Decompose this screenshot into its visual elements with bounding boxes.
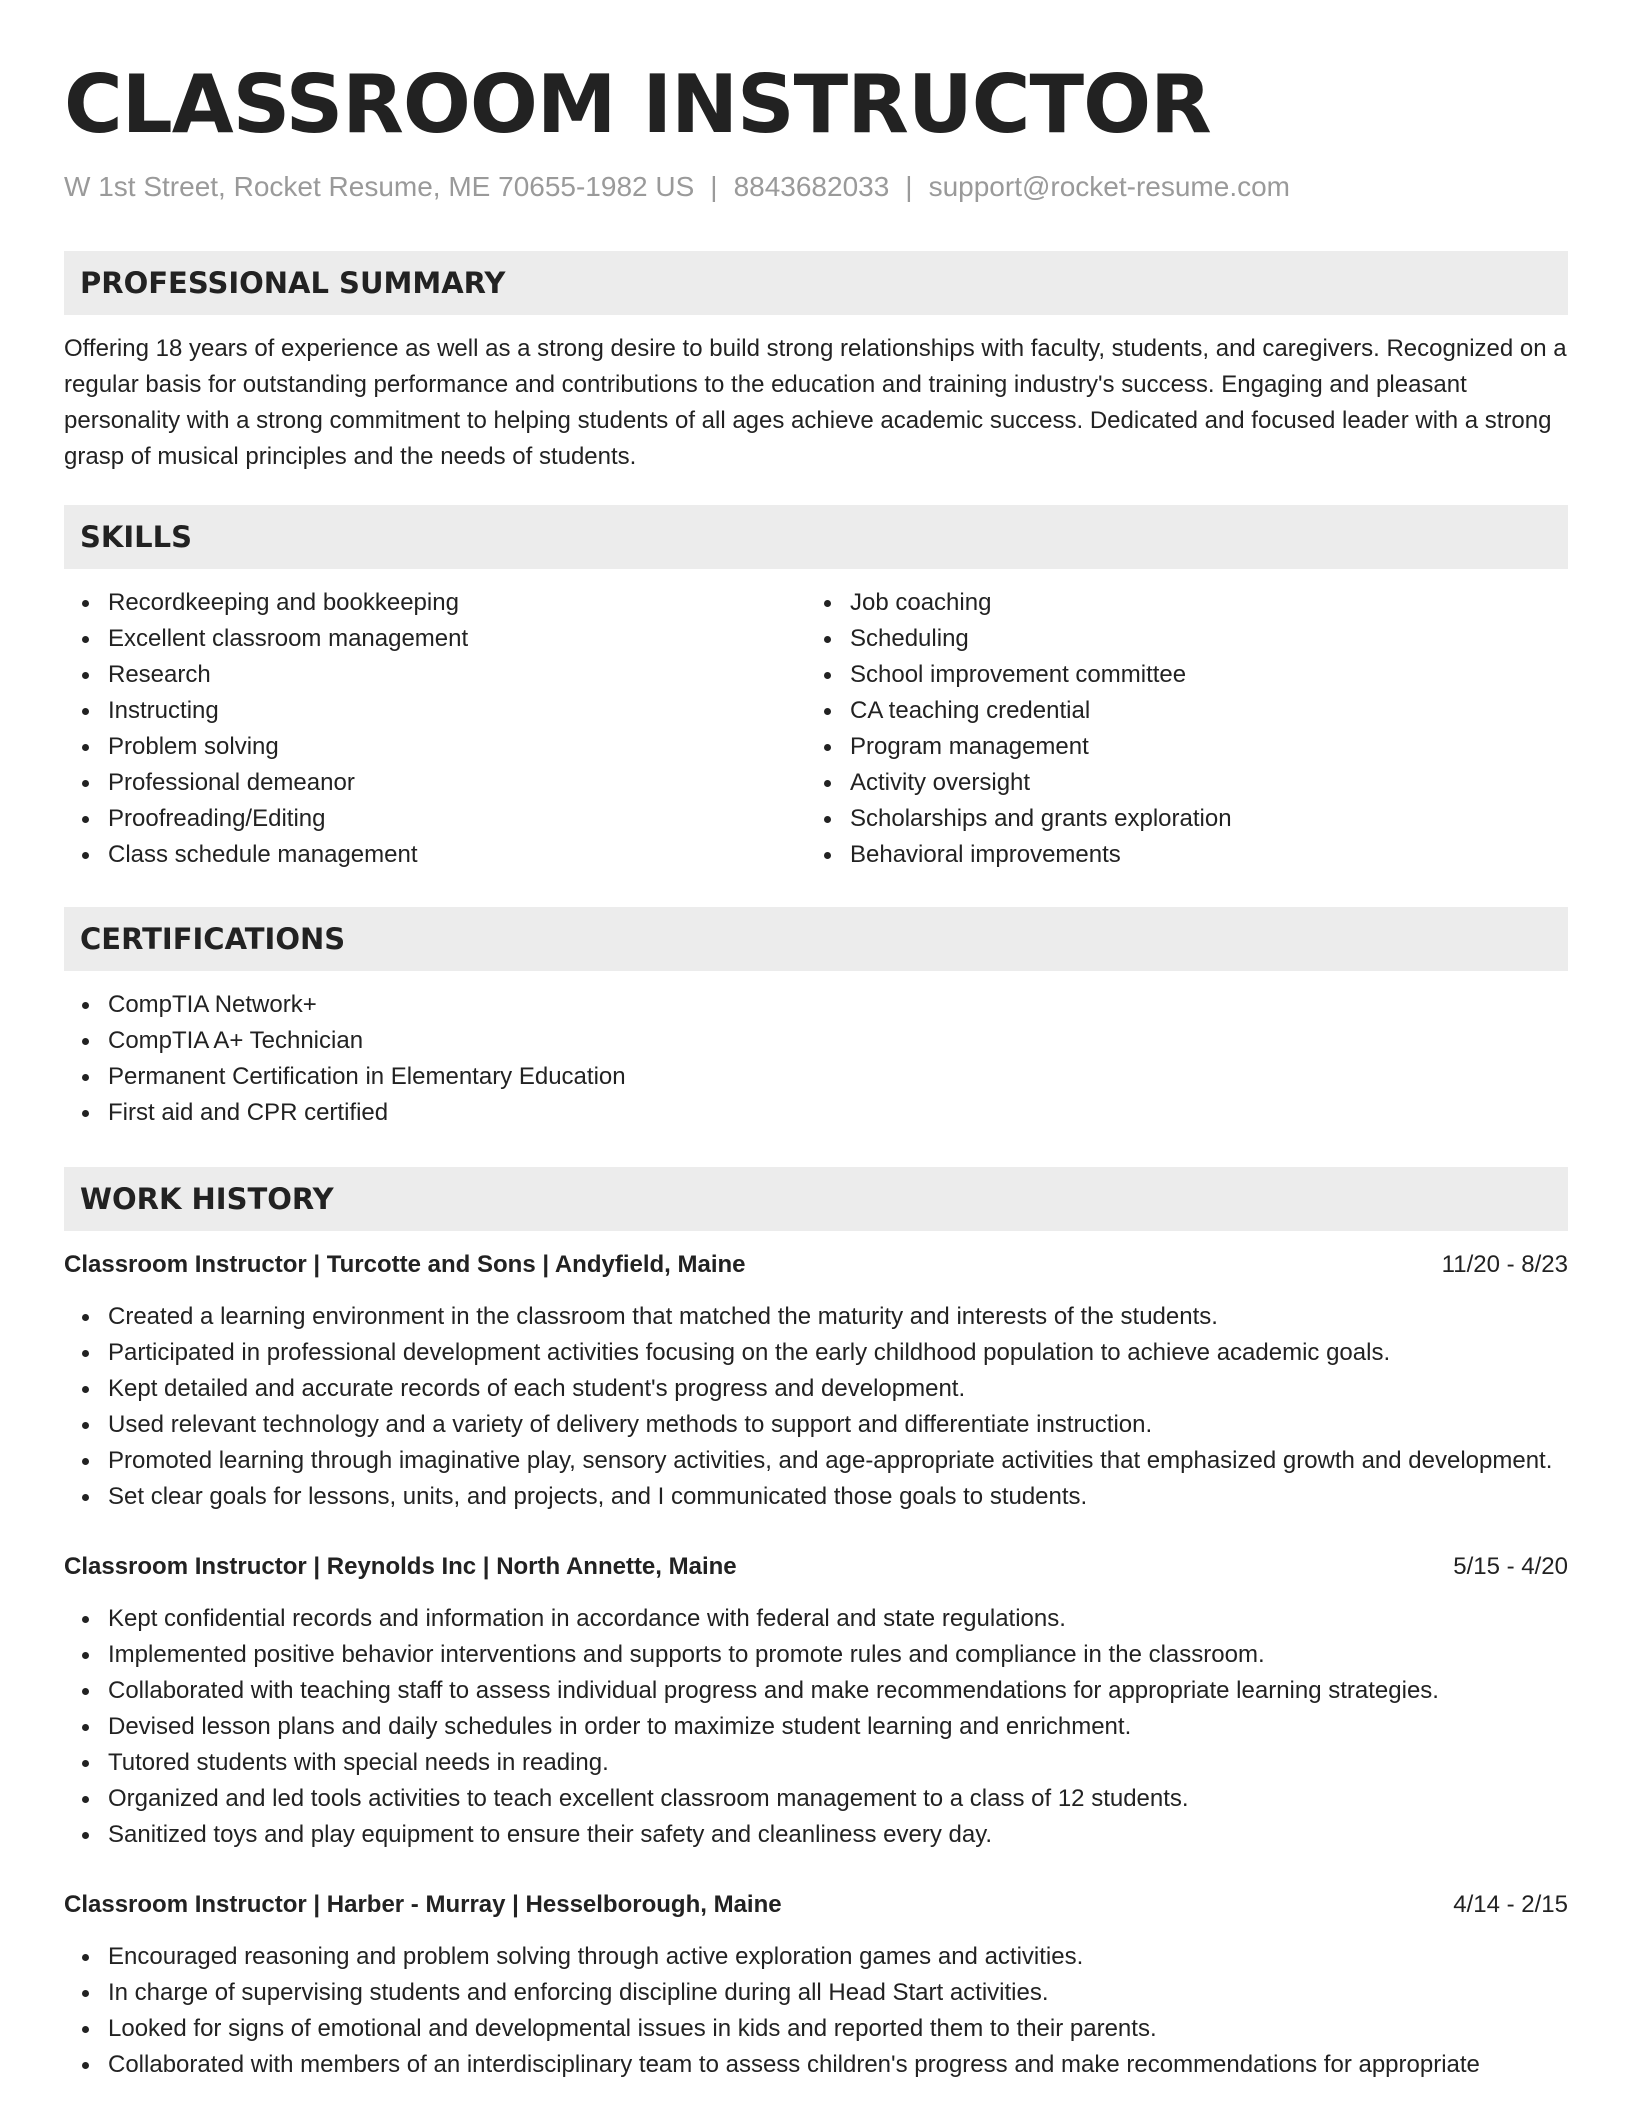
job-bullet: Devised lesson plans and daily schedules in order to maximize student learning and enrichment. bbox=[64, 1709, 1568, 1745]
work-history-section-header: WORK HISTORY bbox=[64, 1167, 1568, 1231]
certification-item: First aid and CPR certified bbox=[64, 1095, 1568, 1131]
job-entry bbox=[64, 1247, 1568, 1515]
job-bullet-list bbox=[64, 1299, 1568, 1515]
summary-text: Offering 18 years of experience as well as a strong desire to build strong relationships with faculty, students, and caregivers. Recognized on a regular basis for outstanding performance and contributions to the education and training industry's success. Engaging and pleasant personality with a strong commitment to helping students of all ages achieve academic success. Dedicated and focused leader with a strong grasp of musical principles and the needs of students. bbox=[64, 335, 1567, 470]
job-bullet: Implemented positive behavior interventions and supports to promote rules and compliance in the classroom. bbox=[64, 1637, 1568, 1673]
contact-phone: 8843682033 bbox=[733, 171, 890, 202]
contact-separator: | bbox=[710, 171, 718, 202]
skill-item: Activity oversight bbox=[806, 765, 1548, 801]
skill-item: Instructing bbox=[64, 693, 806, 729]
skill-item: Scholarships and grants exploration bbox=[806, 801, 1548, 837]
job-bullet: In charge of supervising students and enforcing discipline during all Head Start activities. bbox=[64, 1975, 1568, 2011]
skill-item: Scheduling bbox=[806, 621, 1548, 657]
skill-item: Proofreading/Editing bbox=[64, 801, 806, 837]
skill-item: Professional demeanor bbox=[64, 765, 806, 801]
skill-item: Class schedule management bbox=[64, 837, 806, 873]
certifications-section-header: CERTIFICATIONS bbox=[64, 907, 1568, 971]
skills-section-header: SKILLS bbox=[64, 505, 1568, 569]
skill-item: Research bbox=[64, 657, 806, 693]
job-bullet: Used relevant technology and a variety of delivery methods to support and differentiate instruction. bbox=[64, 1407, 1568, 1443]
certification-item: CompTIA A+ Technician bbox=[64, 1023, 1568, 1059]
job-bullet: Kept detailed and accurate records of each student's progress and development. bbox=[64, 1371, 1568, 1407]
job-dates: 4/14 - 2/15 bbox=[1453, 1891, 1568, 1918]
skill-item: Program management bbox=[806, 729, 1548, 765]
job-bullet: Kept confidential records and information in accordance with federal and state regulations. bbox=[64, 1601, 1568, 1637]
resume-name: CLASSROOM INSTRUCTOR bbox=[64, 58, 1211, 151]
job-bullet: Tutored students with special needs in reading. bbox=[64, 1745, 1568, 1781]
job-title: Classroom Instructor | Turcotte and Sons | Andyfield, Maine bbox=[64, 1251, 746, 1278]
skill-item: Recordkeeping and bookkeeping bbox=[64, 585, 806, 621]
contact-address: W 1st Street, Rocket Resume, ME 70655-1982 US bbox=[64, 171, 695, 202]
job-heading-row bbox=[64, 1549, 1568, 1585]
contact-email: support@rocket-resume.com bbox=[928, 171, 1291, 202]
skill-item: Job coaching bbox=[806, 585, 1548, 621]
job-heading-row bbox=[64, 1887, 1568, 1923]
job-dates: 11/20 - 8/23 bbox=[1441, 1251, 1568, 1278]
certifications-list bbox=[64, 987, 1568, 1131]
skills-list-left bbox=[64, 585, 806, 873]
skill-item: Excellent classroom management bbox=[64, 621, 806, 657]
job-heading-row bbox=[64, 1247, 1568, 1283]
skills-list-right bbox=[806, 585, 1548, 873]
resume-page bbox=[64, 0, 1568, 2083]
job-dates: 5/15 - 4/20 bbox=[1453, 1553, 1568, 1580]
job-bullet: Collaborated with teaching staff to assess individual progress and make recommendations for appropriate learning strategies. bbox=[64, 1673, 1568, 1709]
contact-separator: | bbox=[905, 171, 913, 202]
skill-item: Problem solving bbox=[64, 729, 806, 765]
job-bullet: Looked for signs of emotional and developmental issues in kids and reported them to their parents. bbox=[64, 2011, 1568, 2047]
job-bullet: Sanitized toys and play equipment to ensure their safety and cleanliness every day. bbox=[64, 1817, 1568, 1853]
skill-item: School improvement committee bbox=[806, 657, 1548, 693]
certification-item: Permanent Certification in Elementary Education bbox=[64, 1059, 1568, 1095]
contact-line bbox=[64, 169, 1568, 205]
job-bullet: Collaborated with members of an interdisciplinary team to assess children's progress and make recommendations for appropriate bbox=[64, 2047, 1568, 2083]
job-bullet: Set clear goals for lessons, units, and projects, and I communicated those goals to students. bbox=[64, 1479, 1568, 1515]
job-bullet: Created a learning environment in the classroom that matched the maturity and interests of the students. bbox=[64, 1299, 1568, 1335]
job-title: Classroom Instructor | Harber - Murray | Hesselborough, Maine bbox=[64, 1891, 782, 1918]
skill-item: Behavioral improvements bbox=[806, 837, 1548, 873]
skills-columns bbox=[64, 585, 1568, 873]
job-bullet: Promoted learning through imaginative play, sensory activities, and age-appropriate activities that emphasized growth and development. bbox=[64, 1443, 1568, 1479]
summary-section-header: PROFESSIONAL SUMMARY bbox=[64, 251, 1568, 315]
job-title: Classroom Instructor | Reynolds Inc | North Annette, Maine bbox=[64, 1553, 737, 1580]
job-bullet: Participated in professional development activities focusing on the early childhood population to achieve academic goals. bbox=[64, 1335, 1568, 1371]
job-bullet: Encouraged reasoning and problem solving through active exploration games and activities. bbox=[64, 1939, 1568, 1975]
skill-item: CA teaching credential bbox=[806, 693, 1548, 729]
job-entry bbox=[64, 1887, 1568, 2083]
job-entry bbox=[64, 1549, 1568, 1853]
job-bullet-list bbox=[64, 1939, 1568, 2083]
job-bullet: Organized and led tools activities to teach excellent classroom management to a class of 12 students. bbox=[64, 1781, 1568, 1817]
certification-item: CompTIA Network+ bbox=[64, 987, 1568, 1023]
job-bullet-list bbox=[64, 1601, 1568, 1853]
